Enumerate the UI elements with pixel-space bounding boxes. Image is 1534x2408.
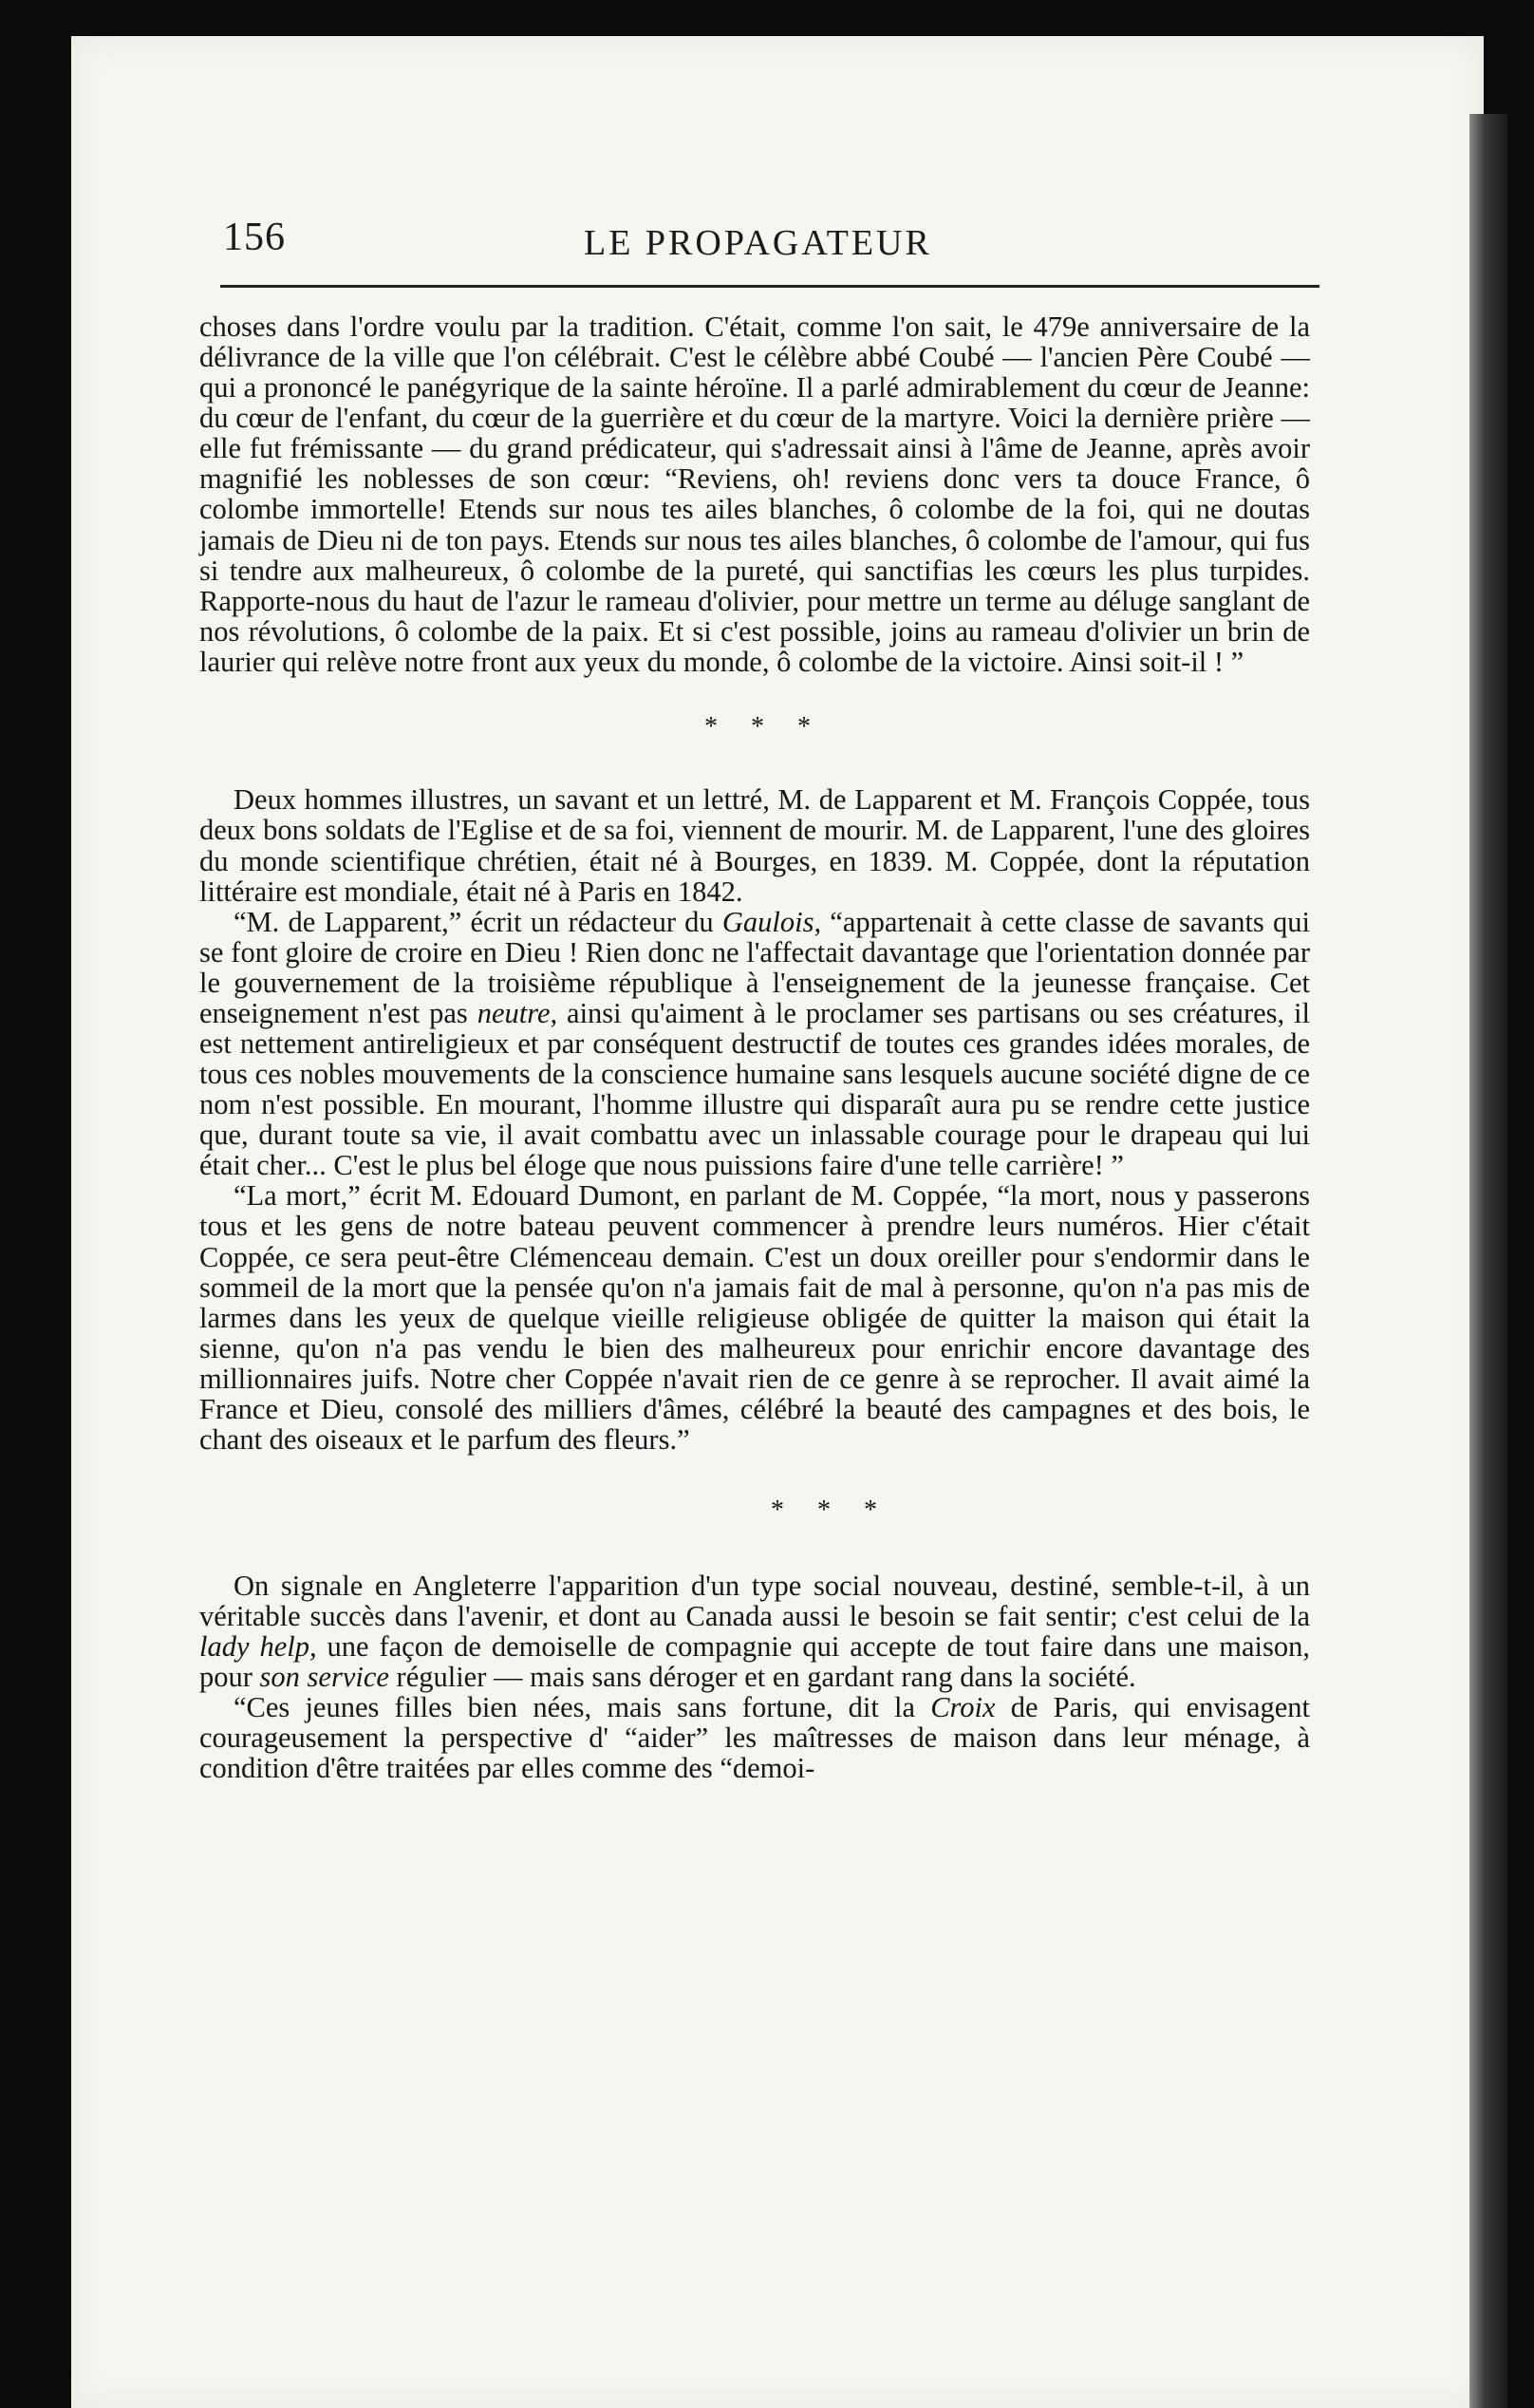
paragraph-coppee: “La mort,” écrit M. Edouard Dumont, en parlant de M. Coppée, “la mort, nous y passerons tous et les gens de notre bateau peuvent commencer à prendre leurs numéros. Hier c'était Coppée, ce sera peut-être Clémenceau demain. C'est un doux oreiller pour s'endormir dans le sommeil de la mort que la pensée qu'on n'a jamais fait de mal à personne, qu'on n'a pas mis de larmes dans les yeux de quelque vieille religieuse obligée de quitter la maison qui était la sienne, qu'on n'a pas vendu le bien des malheureux pour enrichir encore davantage des millionnaires juifs. Notre cher Coppée n'avait rien de ce genre à se reprocher. Il avait aimé la France et Dieu, consolé des milliers d'âmes, célébré la beauté des campagnes et des bois, le chant des oiseaux et le parfum des fleurs.” xyxy=(199,1179,1310,1457)
paragraph-jeanne: choses dans l'ordre voulu par la tradition. C'était, comme l'on sait, le 479e anniversaire de la délivrance de la ville que l'on célébrait. C'est le célèbre abbé Coubé — l'ancien Père Coubé — qui a prononcé le panégyrique de la sainte héroïne. Il a parlé admirablement du cœur de Jeanne: du cœur de l'enfant, du cœur de la guerrière et du cœur de la martyre. Voici la dernière prière — elle fut frémissante — du grand prédicateur, qui s'adressait ainsi à l'âme de Jeanne, après avoir magnifié les noblesses de son cœur: “Reviens, oh! reviens donc vers ta douce France, ô colombe immortelle! Etends sur nous tes ailes blanches, ô colombe de la foi, qui ne doutas jamais de Dieu ni de ton pays. Etends sur nous tes ailes blanches, ô colombe de l'amour, qui fus si tendre aux malheureux, ô colombe de la pureté, qui sanctifias les cœurs les plus turpides. Rapporte-nous du haut de l'azur le rameau d'olivier, pour mettre un terme au déluge sanglant de nos révolutions, ô colombe de la paix. Et si c'est possible, joins au rameau d'olivier un brin de laurier qui relève notre front aux yeux du monde, ô colombe de la victoire. Ainsi soit-il ! ” xyxy=(199,310,1310,678)
text-run: régulier — mais sans déroger et en gardant rang dans la société. xyxy=(388,1660,1136,1693)
text-run: “appartenait à cette classe de savants qui se font gloire de croire en Dieu ! Rien donc ne l'affectait davantage que l'orientation donnée par le gouvernement de la troisième république à l'enseignement de la jeunesse française. Cet enseignement n'est pas xyxy=(199,905,1310,1029)
book-spine xyxy=(1469,114,1507,2408)
text-run: “M. de Lapparent,” écrit un rédacteur du xyxy=(234,905,722,938)
running-title: LE PROPAGATEUR xyxy=(584,223,932,263)
text-run: On signale en Angleterre l'apparition d'un type social nouveau, destiné, semble-t-il, à un véritable succès dans l'avenir, et dont au Canada aussi le besoin se fait sentir; c'est celui de la xyxy=(199,1569,1310,1632)
paragraph-deaths: Deux hommes illustres, un savant et un lettré, M. de Lapparent et M. François Coppée, tous deux bons soldats de l'Eglise et de sa foi, viennent de mourir. M. de Lapparent, l'une des gloires du monde scientifique chrétien, était né à Bourges, en 1839. M. Coppée, dont la réputation littéraire est mondiale, était né à Paris en 1842. xyxy=(199,783,1310,908)
page-number: 156 xyxy=(223,216,286,259)
text-run: “Ces jeunes filles bien nées, mais sans fortune, dit la xyxy=(234,1690,931,1723)
text-run: une façon de demoiselle de compagnie qui accepte de tout faire dans une maison, pour xyxy=(199,1629,1310,1693)
page-body xyxy=(199,311,1310,1783)
italic-lady-help: lady help, xyxy=(199,1629,317,1663)
paragraph-lady-help xyxy=(199,1571,1310,1692)
header-rule xyxy=(220,285,1319,288)
section-separator: * * * xyxy=(771,1496,890,1526)
italic-croix: Croix xyxy=(930,1690,996,1723)
page-header xyxy=(223,215,1315,272)
paragraph-croix xyxy=(199,1692,1310,1783)
italic-son-service: son service xyxy=(259,1660,389,1693)
italic-gaulois: Gaulois, xyxy=(721,905,822,938)
paragraph-lapparent xyxy=(199,907,1310,1181)
section-separator: * * * xyxy=(704,711,824,742)
text-run: de Paris, qui envisagent courageusement la perspective d' “aider” les maîtresses de maison dans leur ménage, à condition d'être traitées par elles comme des “demoi- xyxy=(199,1690,1310,1785)
text-run: ainsi qu'aiment à le proclamer ses partisans ou ses créatures, il est nettement antireligieux et par conséquent destructif de toutes ces grandes idées morales, de tous ces nobles mouvements de la conscience humaine sans lesquels aucune société digne de ce nom n'est possible. En mourant, l'homme illustre qui disparaît aura pu se rendre cette justice que, durant toute sa vie, il avait combattu avec un inlassable courage pour le drapeau qui lui était cher... C'est le plus bel éloge que nous puissions faire d'une telle carrière! ” xyxy=(199,996,1310,1182)
italic-neutre: neutre, xyxy=(477,996,558,1029)
